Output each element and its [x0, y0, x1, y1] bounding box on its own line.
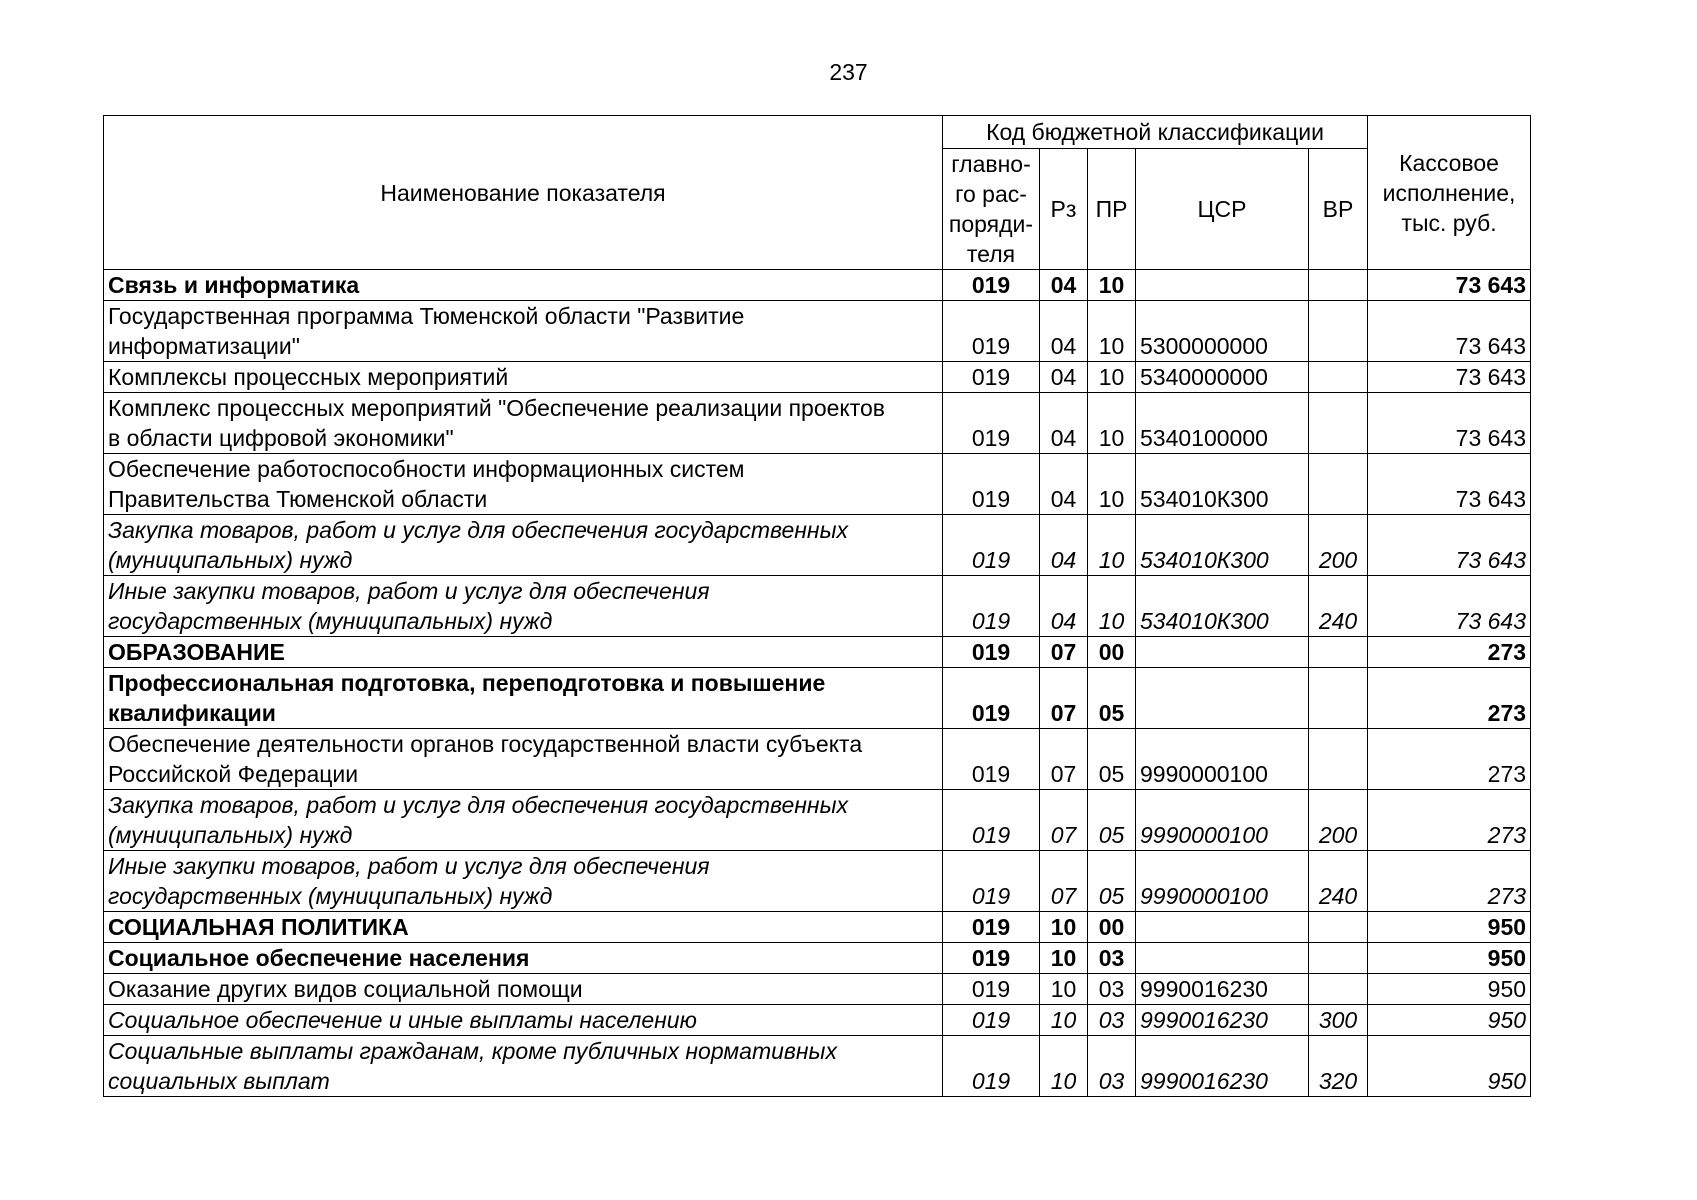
indicator-name [104, 912, 943, 943]
manager-code: 019 [943, 576, 1040, 637]
target-article-code [1136, 270, 1309, 301]
indicator-name [104, 974, 943, 1005]
subsection-code: 03 [1088, 943, 1136, 974]
target-article-code: 9990016230 [1136, 974, 1309, 1005]
section-code: 07 [1040, 729, 1088, 790]
budget-table [103, 115, 1531, 1097]
indicator-name-line: Оказание других видов социальной помощи [108, 976, 583, 1002]
manager-code: 019 [943, 301, 1040, 362]
expense-type-code [1309, 270, 1368, 301]
cash-execution-amount: 73 643 [1368, 393, 1531, 454]
expense-type-code [1309, 362, 1368, 393]
cash-execution-amount: 73 643 [1368, 576, 1531, 637]
cash-execution-amount: 950 [1368, 1005, 1531, 1036]
subsection-code: 03 [1088, 1036, 1136, 1097]
manager-code: 019 [943, 729, 1040, 790]
table-row [104, 515, 1531, 576]
indicator-name-line: Профессиональная подготовка, переподготовка и повышение [108, 670, 826, 696]
indicator-name [104, 301, 943, 362]
header-amount [1368, 116, 1531, 270]
table-row [104, 576, 1531, 637]
section-code: 04 [1040, 454, 1088, 515]
indicator-name [104, 515, 943, 576]
table-row [104, 943, 1531, 974]
header-manager-line: теля [966, 241, 1016, 267]
expense-type-code [1309, 393, 1368, 454]
cash-execution-amount: 950 [1368, 943, 1531, 974]
cash-execution-amount: 950 [1368, 1036, 1531, 1097]
manager-code: 019 [943, 912, 1040, 943]
table-row [104, 637, 1531, 668]
cash-execution-amount: 950 [1368, 912, 1531, 943]
section-code: 10 [1040, 1005, 1088, 1036]
manager-code: 019 [943, 943, 1040, 974]
manager-code: 019 [943, 270, 1040, 301]
target-article-code: 5300000000 [1136, 301, 1309, 362]
header-amount-line: Кассовое [1399, 149, 1499, 176]
manager-code: 019 [943, 637, 1040, 668]
expense-type-code: 300 [1309, 1005, 1368, 1036]
indicator-name-line: Обеспечение деятельности органов государственной власти субъекта [108, 731, 863, 757]
indicator-name-line: государственных (муниципальных) нужд [108, 883, 553, 909]
target-article-code [1136, 637, 1309, 668]
expense-type-code [1309, 637, 1368, 668]
indicator-name [104, 362, 943, 393]
target-article-code: 9990000100 [1136, 790, 1309, 851]
target-article-code: 9990016230 [1136, 1005, 1309, 1036]
section-code: 07 [1040, 790, 1088, 851]
expense-type-code [1309, 454, 1368, 515]
indicator-name-line: ОБРАЗОВАНИЕ [108, 639, 285, 665]
indicator-name [104, 1036, 943, 1097]
section-code: 04 [1040, 301, 1088, 362]
cash-execution-amount: 273 [1368, 851, 1531, 912]
expense-type-code: 240 [1309, 576, 1368, 637]
target-article-code: 9990000100 [1136, 729, 1309, 790]
indicator-name [104, 270, 943, 301]
indicator-name [104, 454, 943, 515]
target-article-code: 534010К300 [1136, 515, 1309, 576]
manager-code: 019 [943, 851, 1040, 912]
cash-execution-amount: 73 643 [1368, 454, 1531, 515]
indicator-name [104, 851, 943, 912]
section-code: 07 [1040, 668, 1088, 729]
header-rz: Рз [1040, 149, 1088, 270]
subsection-code: 00 [1088, 637, 1136, 668]
section-code: 07 [1040, 851, 1088, 912]
subsection-code: 05 [1088, 729, 1136, 790]
manager-code: 019 [943, 515, 1040, 576]
subsection-code: 00 [1088, 912, 1136, 943]
expense-type-code [1309, 729, 1368, 790]
indicator-name [104, 729, 943, 790]
indicator-name [104, 943, 943, 974]
target-article-code: 9990000100 [1136, 851, 1309, 912]
subsection-code: 03 [1088, 1005, 1136, 1036]
indicator-name [104, 393, 943, 454]
section-code: 04 [1040, 576, 1088, 637]
header-amount-line: исполнение, [1382, 179, 1516, 206]
header-amount-line: тыс. руб. [1401, 209, 1497, 236]
indicator-name-line: Социальные выплаты гражданам, кроме публичных нормативных [108, 1038, 837, 1064]
indicator-name-line: (муниципальных) нужд [108, 822, 353, 848]
header-manager-line: главно- [951, 151, 1031, 177]
table-row [104, 790, 1531, 851]
expense-type-code [1309, 974, 1368, 1005]
indicator-name [104, 1005, 943, 1036]
manager-code: 019 [943, 1005, 1040, 1036]
expense-type-code [1309, 301, 1368, 362]
manager-code: 019 [943, 974, 1040, 1005]
manager-code: 019 [943, 393, 1040, 454]
target-article-code: 9990016230 [1136, 1036, 1309, 1097]
manager-code: 019 [943, 668, 1040, 729]
header-name: Наименование показателя [104, 116, 943, 270]
indicator-name [104, 668, 943, 729]
target-article-code: 534010К300 [1136, 454, 1309, 515]
expense-type-code: 200 [1309, 790, 1368, 851]
indicator-name-line: Иные закупки товаров, работ и услуг для обеспечения [108, 578, 710, 604]
indicator-name-line: государственных (муниципальных) нужд [108, 608, 553, 634]
section-code: 04 [1040, 515, 1088, 576]
manager-code: 019 [943, 790, 1040, 851]
indicator-name-line: Правительства Тюменской области [108, 486, 488, 512]
indicator-name-line: информатизации" [108, 333, 300, 359]
expense-type-code [1309, 668, 1368, 729]
cash-execution-amount: 73 643 [1368, 301, 1531, 362]
subsection-code: 03 [1088, 974, 1136, 1005]
section-code: 10 [1040, 912, 1088, 943]
indicator-name-line: Обеспечение работоспособности информационных систем [108, 456, 745, 482]
target-article-code [1136, 912, 1309, 943]
expense-type-code: 320 [1309, 1036, 1368, 1097]
target-article-code: 5340000000 [1136, 362, 1309, 393]
indicator-name-line: Комплексы процессных мероприятий [108, 364, 509, 390]
subsection-code: 10 [1088, 515, 1136, 576]
header-code-group: Код бюджетной классификации [943, 116, 1368, 149]
table-row [104, 729, 1531, 790]
indicator-name-line: Социальное обеспечение населения [108, 945, 530, 971]
indicator-name-line: Государственная программа Тюменской области "Развитие [108, 303, 745, 329]
cash-execution-amount: 950 [1368, 974, 1531, 1005]
indicator-name-line: Комплекс процессных мероприятий "Обеспечение реализации проектов [108, 395, 886, 421]
expense-type-code [1309, 912, 1368, 943]
table-row [104, 393, 1531, 454]
expense-type-code: 240 [1309, 851, 1368, 912]
cash-execution-amount: 73 643 [1368, 515, 1531, 576]
expense-type-code: 200 [1309, 515, 1368, 576]
indicator-name-line: социальных выплат [108, 1068, 330, 1094]
cash-execution-amount: 273 [1368, 729, 1531, 790]
table-row [104, 1005, 1531, 1036]
indicator-name-line: квалификации [108, 700, 276, 726]
subsection-code: 10 [1088, 270, 1136, 301]
manager-code: 019 [943, 454, 1040, 515]
table-row [104, 912, 1531, 943]
expense-type-code [1309, 943, 1368, 974]
table-row [104, 1036, 1531, 1097]
subsection-code: 10 [1088, 301, 1136, 362]
subsection-code: 05 [1088, 668, 1136, 729]
indicator-name [104, 790, 943, 851]
table-header [104, 116, 1531, 270]
cash-execution-amount: 73 643 [1368, 362, 1531, 393]
subsection-code: 10 [1088, 454, 1136, 515]
target-article-code: 534010К300 [1136, 576, 1309, 637]
table-body [104, 270, 1531, 1097]
table-row [104, 454, 1531, 515]
section-code: 04 [1040, 393, 1088, 454]
page-number: 237 [829, 59, 868, 85]
header-manager-line: го рас- [955, 181, 1027, 207]
subsection-code: 10 [1088, 362, 1136, 393]
header-vr: ВР [1309, 149, 1368, 270]
header-manager [943, 149, 1040, 270]
indicator-name [104, 576, 943, 637]
indicator-name-line: Иные закупки товаров, работ и услуг для обеспечения [108, 853, 710, 879]
table-row [104, 362, 1531, 393]
indicator-name-line: Социальное обеспечение и иные выплаты населению [108, 1007, 697, 1033]
section-code: 07 [1040, 637, 1088, 668]
indicator-name-line: Связь и информатика [108, 272, 360, 298]
subsection-code: 10 [1088, 393, 1136, 454]
manager-code: 019 [943, 362, 1040, 393]
indicator-name-line: в области цифровой экономики" [108, 425, 454, 451]
cash-execution-amount: 273 [1368, 790, 1531, 851]
cash-execution-amount: 273 [1368, 637, 1531, 668]
table-row [104, 974, 1531, 1005]
indicator-name-line: Российской Федерации [108, 761, 359, 787]
table-row [104, 301, 1531, 362]
target-article-code [1136, 668, 1309, 729]
header-csr: ЦСР [1136, 149, 1309, 270]
indicator-name-line: Закупка товаров, работ и услуг для обеспечения государственных [108, 517, 849, 543]
section-code: 10 [1040, 943, 1088, 974]
indicator-name-line: (муниципальных) нужд [108, 547, 353, 573]
table-row [104, 668, 1531, 729]
header-pr: ПР [1088, 149, 1136, 270]
subsection-code: 05 [1088, 851, 1136, 912]
manager-code: 019 [943, 1036, 1040, 1097]
subsection-code: 10 [1088, 576, 1136, 637]
indicator-name-line: СОЦИАЛЬНАЯ ПОЛИТИКА [108, 914, 409, 940]
subsection-code: 05 [1088, 790, 1136, 851]
cash-execution-amount: 73 643 [1368, 270, 1531, 301]
target-article-code: 5340100000 [1136, 393, 1309, 454]
header-manager-line: поряди- [948, 211, 1034, 237]
section-code: 10 [1040, 1036, 1088, 1097]
table-row [104, 270, 1531, 301]
indicator-name [104, 637, 943, 668]
section-code: 10 [1040, 974, 1088, 1005]
indicator-name-line: Закупка товаров, работ и услуг для обеспечения государственных [108, 792, 849, 818]
cash-execution-amount: 273 [1368, 668, 1531, 729]
target-article-code [1136, 943, 1309, 974]
section-code: 04 [1040, 362, 1088, 393]
section-code: 04 [1040, 270, 1088, 301]
table-row [104, 851, 1531, 912]
